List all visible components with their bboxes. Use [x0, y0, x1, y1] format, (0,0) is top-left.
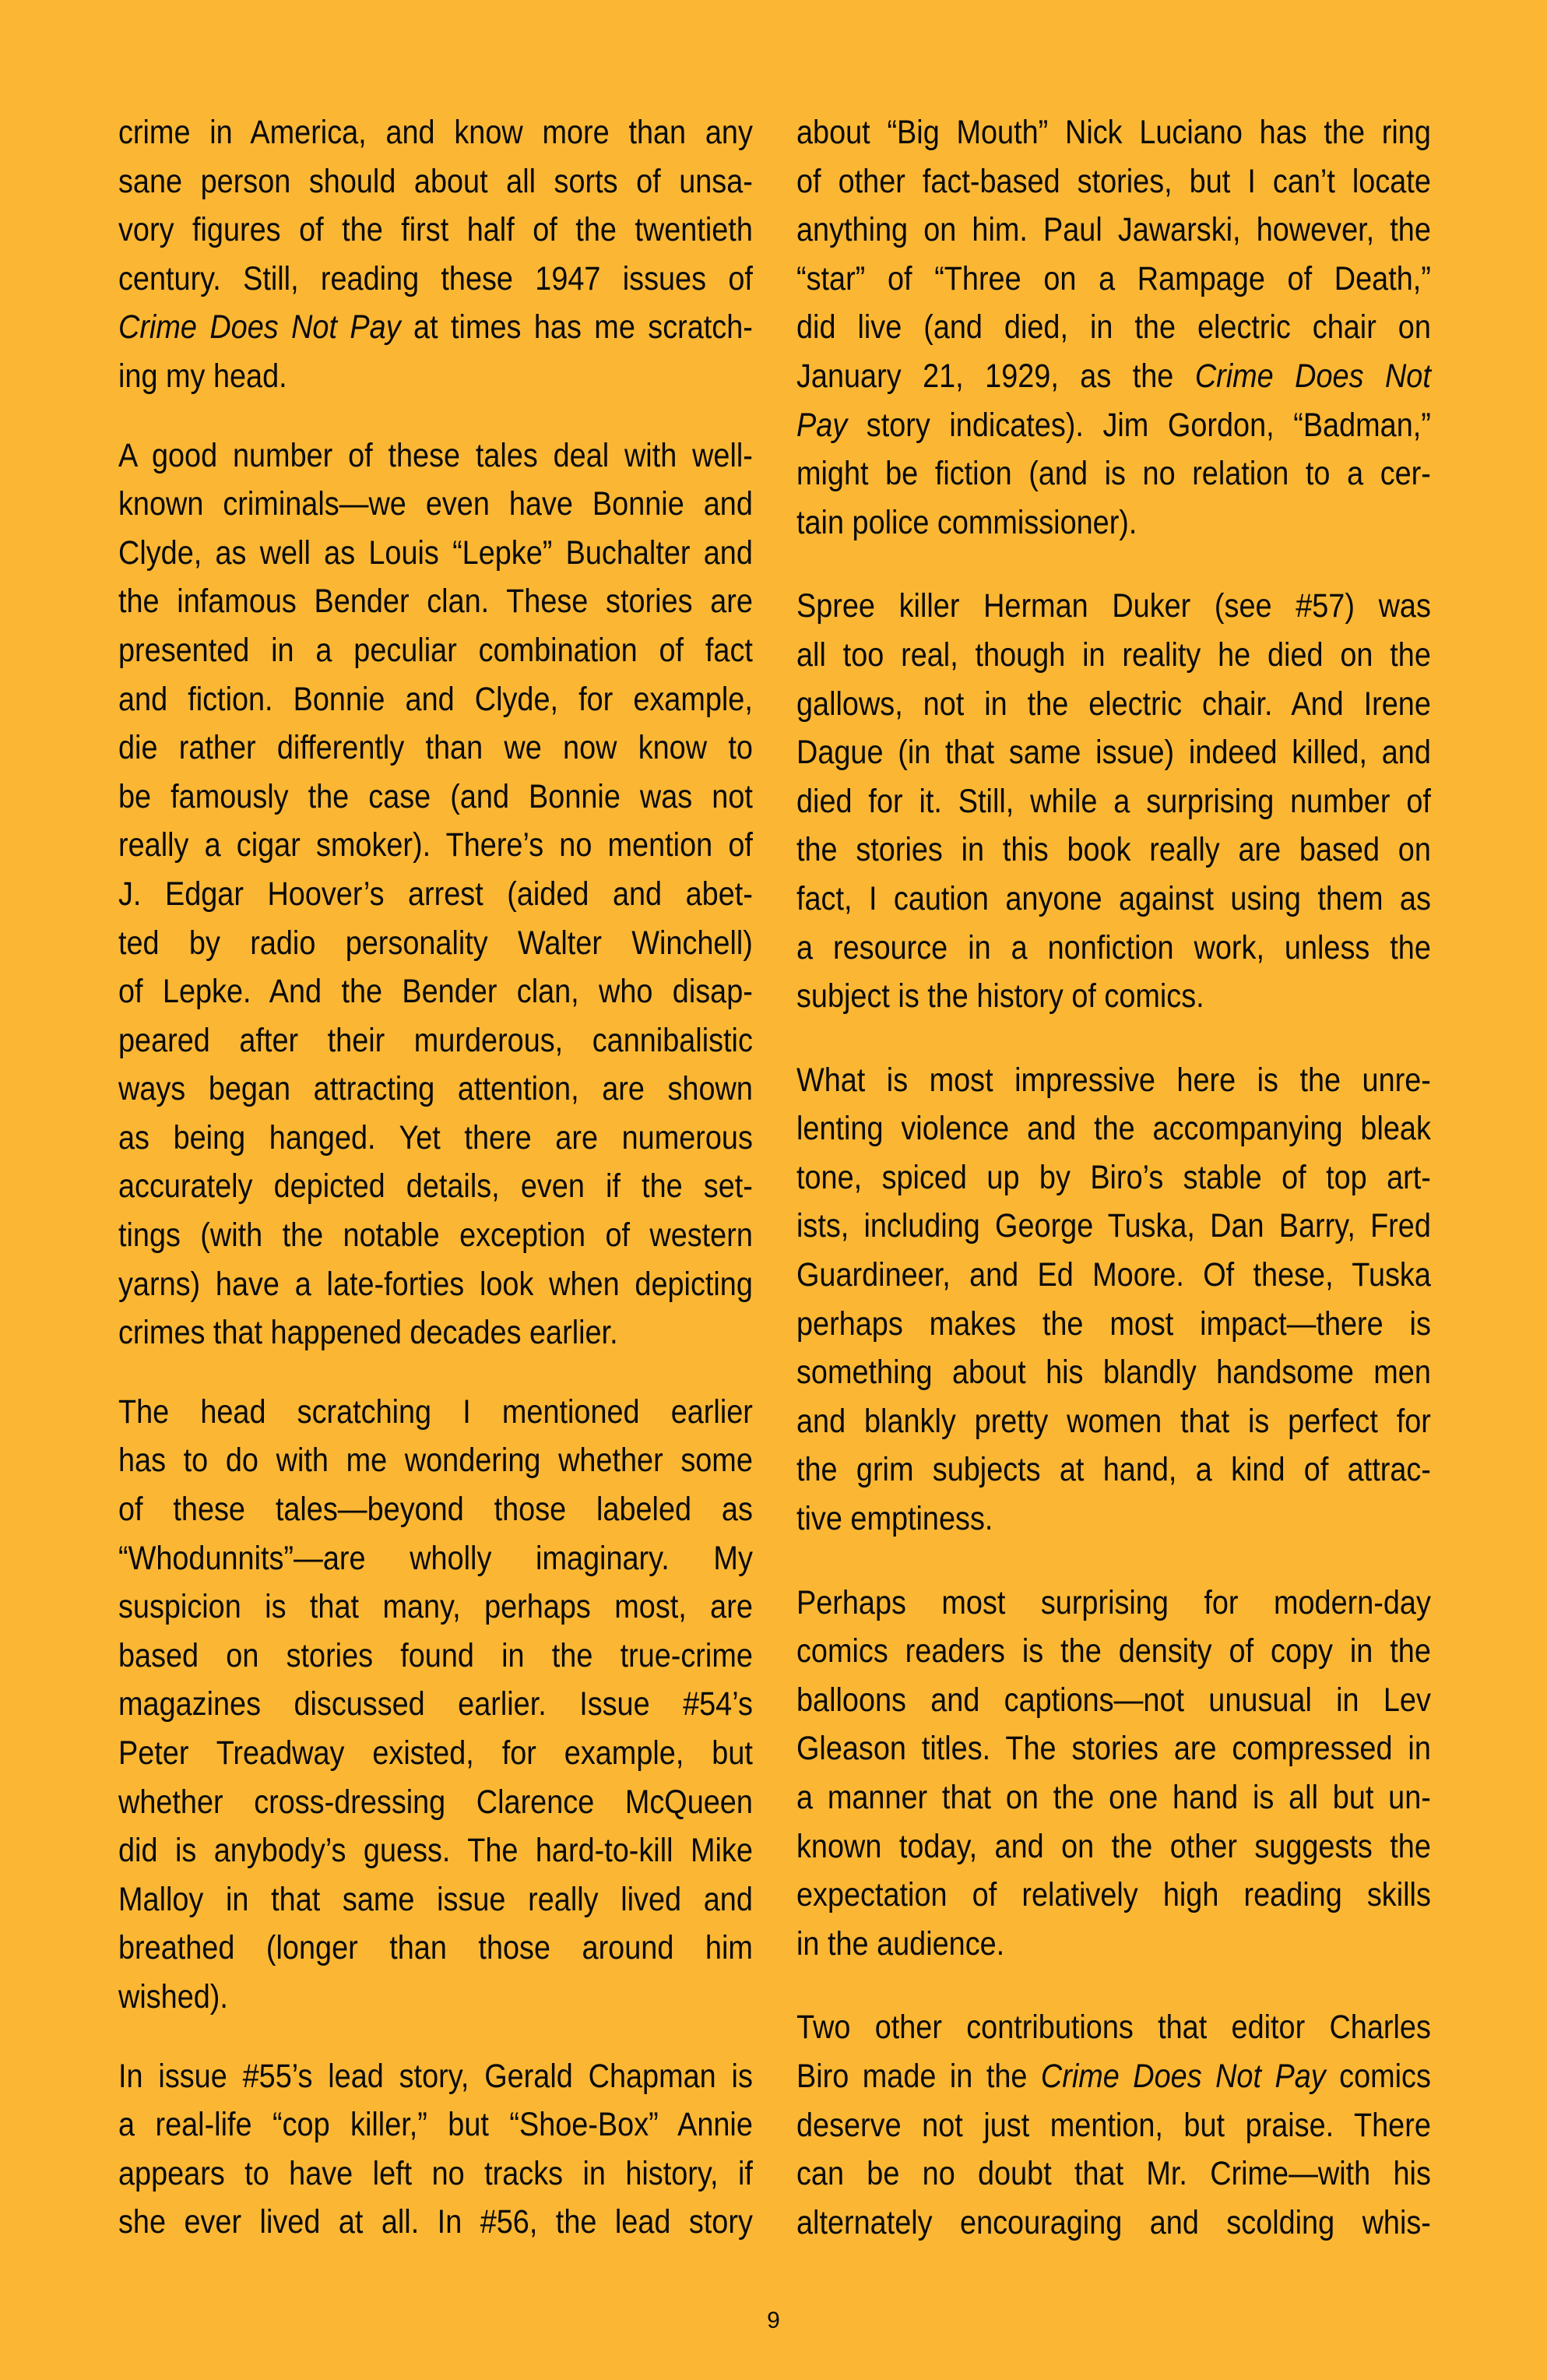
text-line: tive emptiness.: [796, 1500, 993, 1538]
text-line: suspicion is that many, perhaps most, are: [118, 1588, 753, 1626]
text-line: Two other contributions that editor Charles: [796, 2009, 1431, 2047]
text-line: crimes that happened decades earlier.: [118, 1314, 618, 1352]
text-segment: at times has me scratch-: [400, 308, 753, 347]
text-line: of these tales—beyond those labeled as: [118, 1491, 753, 1529]
italic-title: Crime Does Not Pay: [118, 308, 401, 347]
text-line: [796, 2052, 1431, 2101]
italic-title: Crime Does Not: [1194, 357, 1431, 395]
text-line: a manner that on the one hand is all but un-: [796, 1779, 1431, 1816]
text-line: peared after their murderous, cannibalistic: [118, 1021, 753, 1059]
text-line: based on stories found in the true-crime: [118, 1636, 753, 1674]
right-column: [796, 108, 1431, 2247]
text-line: In issue #55’s lead story, Gerald Chapman is: [118, 2057, 753, 2095]
text-line: about “Big Mouth” Nick Luciano has the ring: [796, 114, 1431, 151]
text-line: known criminals—we even have Bonnie and: [118, 485, 753, 523]
text-line: as being hanged. Yet there are numerous: [118, 1118, 753, 1157]
text-line: Clyde, as well as Louis “Lepke” Buchalter and: [118, 533, 753, 572]
text-line: crime in America, and know more than any: [118, 114, 753, 151]
text-line: all too real, though in reality he died on the: [796, 635, 1431, 674]
text-line: tone, spiced up by Biro’s stable of top art-: [796, 1158, 1431, 1196]
text-line: wished).: [118, 1977, 228, 2016]
text-line: yarns) have a late-forties look when depicting: [118, 1265, 753, 1303]
text-line: magazines discussed earlier. Issue #54’s: [118, 1685, 753, 1723]
text-line: really a cigar smoker). There’s no mention of: [118, 826, 753, 864]
text-line: balloons and captions—not unusual in Lev: [796, 1681, 1431, 1719]
text-line: ted by radio personality Walter Winchell): [118, 924, 753, 962]
text-line: [796, 352, 1431, 401]
text-line: did is anybody’s guess. The hard-to-kill Mike: [118, 1832, 753, 1870]
paragraph: [118, 431, 753, 1357]
paragraph: [796, 108, 1431, 547]
text-line: Peter Treadway existed, for example, but: [118, 1734, 753, 1772]
text-line: in the audience.: [796, 1924, 1005, 1963]
text-line: has to do with me wondering whether some: [118, 1442, 753, 1480]
text-segment: comics: [1325, 2057, 1431, 2095]
text-line: die rather differently than we now know to: [118, 729, 753, 767]
text-line: expectation of relatively high reading skills: [796, 1876, 1431, 1914]
text-line: known today, and on the other suggests the: [796, 1827, 1431, 1865]
page-number: 9: [767, 2308, 780, 2333]
text-line: lenting violence and the accompanying bleak: [796, 1110, 1431, 1148]
text-line: breathed (longer than those around him: [118, 1929, 753, 1967]
text-line: gallows, not in the electric chair. And Irene: [796, 685, 1431, 723]
paragraph: [796, 2003, 1431, 2247]
text-line: “Whodunnits”—are wholly imaginary. My: [118, 1539, 753, 1577]
text-line: subject is the history of comics.: [796, 977, 1204, 1016]
text-line: vory figures of the first half of the twentieth: [118, 211, 753, 249]
text-line: whether cross-dressing Clarence McQueen: [118, 1783, 753, 1821]
text-line: ing my head.: [118, 357, 287, 395]
text-line: comics readers is the density of copy in the: [796, 1632, 1431, 1671]
left-column: [118, 108, 753, 2247]
text-line: Dague (in that same issue) indeed killed, and: [796, 734, 1431, 772]
text-line: she ever lived at all. In #56, the lead story: [118, 2203, 753, 2241]
text-line: A good number of these tales deal with well-: [118, 436, 753, 474]
text-line: might be fiction (and is no relation to a cer-: [796, 455, 1431, 493]
text-line: Guardineer, and Ed Moore. Of these, Tuska: [796, 1256, 1431, 1294]
text-line: presented in a peculiar combination of fact: [118, 631, 753, 669]
text-line: and blankly pretty women that is perfect for: [796, 1402, 1431, 1440]
text-line: did live (and died, in the electric chair on: [796, 308, 1431, 347]
text-line: the grim subjects at hand, a kind of attrac-: [796, 1451, 1431, 1489]
paragraph: [796, 1056, 1431, 1544]
text-line: Gleason titles. The stories are compressed in: [796, 1730, 1431, 1768]
text-line: sane person should about all sorts of unsa-: [118, 162, 753, 200]
text-line: deserve not just mention, but praise. There: [796, 2106, 1431, 2144]
text-line: accurately depicted details, even if the set-: [118, 1167, 753, 1206]
text-line: ways began attracting attention, are shown: [118, 1070, 753, 1108]
text-line: something about his blandly handsome men: [796, 1354, 1431, 1392]
text-line: a real-life “cop killer,” but “Shoe-Box” Annie: [118, 2106, 753, 2144]
paragraph: [118, 1388, 753, 2022]
text-line: Malloy in that same issue really lived and: [118, 1880, 753, 1918]
text-segment: Biro made in the: [796, 2057, 1041, 2095]
text-line: Perhaps most surprising for modern-day: [796, 1583, 1431, 1621]
text-line: ists, including George Tuska, Dan Barry, Fred: [796, 1207, 1431, 1245]
text-line: [796, 401, 1431, 450]
paragraph: [118, 2052, 753, 2247]
text-segment: January 21, 1929, as the: [796, 357, 1195, 395]
paragraph: [796, 582, 1431, 1020]
text-line: [118, 303, 753, 352]
text-line: alternately encouraging and scolding whis-: [796, 2203, 1431, 2241]
italic-title: Pay: [796, 406, 848, 444]
text-line: perhaps makes the most impact—there is: [796, 1304, 1431, 1343]
text-line: can be no doubt that Mr. Crime—with his: [796, 2155, 1431, 2193]
text-segment: story indicates). Jim Gordon, “Badman,”: [847, 406, 1431, 444]
paragraph: [796, 1579, 1431, 1969]
italic-title: Crime Does Not Pay: [1040, 2057, 1326, 2095]
text-line: anything on him. Paul Jawarski, however, the: [796, 211, 1431, 249]
text-line: of other fact-based stories, but I can’t locate: [796, 162, 1431, 200]
text-line: tings (with the notable exception of western: [118, 1216, 753, 1255]
text-line: appears to have left no tracks in history, if: [118, 2154, 753, 2192]
text-line: J. Edgar Hoover’s arrest (aided and abet-: [118, 875, 753, 913]
text-line: “star” of “Three on a Rampage of Death,”: [796, 259, 1431, 298]
text-line: died for it. Still, while a surprising number of: [796, 782, 1431, 820]
text-line: and fiction. Bonnie and Clyde, for example,: [118, 680, 753, 718]
text-line: be famously the case (and Bonnie was not: [118, 777, 753, 815]
text-line: tain police commissioner).: [796, 503, 1137, 541]
text-line: century. Still, reading these 1947 issues of: [118, 259, 753, 298]
text-line: of Lepke. And the Bender clan, who disap-: [118, 973, 753, 1011]
text-line: a resource in a nonfiction work, unless the: [796, 928, 1431, 966]
text-line: the infamous Bender clan. These stories are: [118, 583, 753, 621]
text-line: the stories in this book really are based on: [796, 831, 1431, 869]
text-line: Spree killer Herman Duker (see #57) was: [796, 587, 1431, 625]
text-line: What is most impressive here is the unre-: [796, 1061, 1431, 1099]
paragraph: [118, 108, 753, 401]
text-line: fact, I caution anyone against using them as: [796, 879, 1431, 917]
text-line: The head scratching I mentioned earlier: [118, 1392, 753, 1431]
